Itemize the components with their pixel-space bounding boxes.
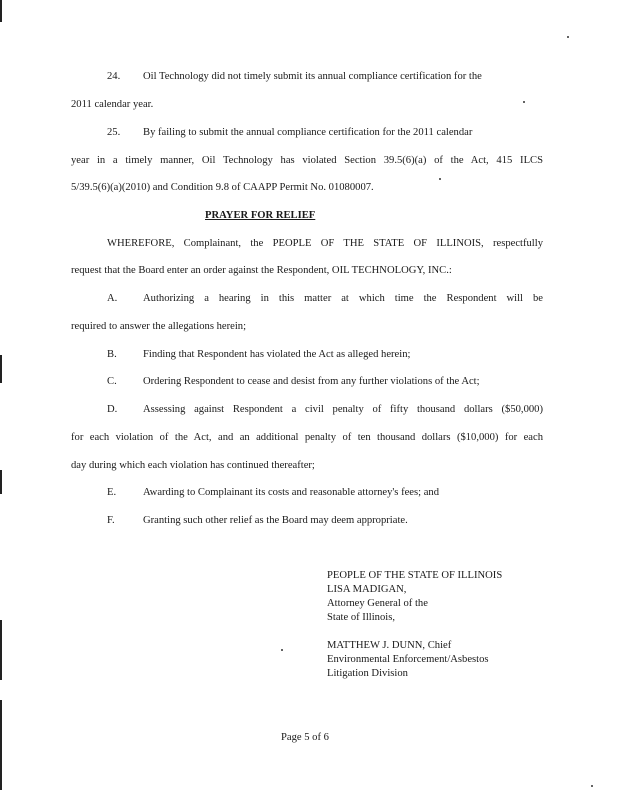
paragraph-24-number: 24. [107, 71, 121, 82]
page-number: Page 5 of 6 [281, 732, 329, 743]
item-f-line: Granting such other relief as the Board may deem appropriate. [143, 515, 408, 526]
paragraph-24-line: 2011 calendar year. [71, 99, 154, 110]
signature-line: State of Illinois, [327, 612, 395, 623]
paragraph-24-line: Oil Technology did not timely submit its annual compliance certification for the [143, 71, 482, 82]
item-d-line: for each violation of the Act, and an additional penalty of ten thousand dollars ($10,000) for each [71, 432, 543, 443]
item-b-line: Finding that Respondent has violated the Act as alleged herein; [143, 349, 411, 360]
signature-line: Attorney General of the [327, 598, 428, 609]
item-d-line: day during which each violation has continued thereafter; [71, 460, 315, 471]
item-c-line: Ordering Respondent to cease and desist from any further violations of the Act; [143, 376, 480, 387]
item-d-line: Assessing against Respondent a civil penalty of fifty thousand dollars ($50,000) [143, 404, 543, 415]
item-a-line: Authorizing a hearing in this matter at which time the Respondent will be [143, 293, 543, 304]
scan-speck [567, 36, 569, 38]
scan-edge-mark [0, 620, 2, 680]
signature-line: MATTHEW J. DUNN, Chief [327, 640, 452, 651]
wherefore-line: WHEREFORE, Complainant, the PEOPLE OF THE STATE OF ILLINOIS, respectfully [107, 238, 543, 249]
scan-speck [439, 178, 441, 180]
section-heading: PRAYER FOR RELIEF [205, 210, 316, 221]
signature-line: Environmental Enforcement/Asbestos [327, 654, 489, 665]
signature-line: PEOPLE OF THE STATE OF ILLINOIS [327, 570, 503, 581]
item-label: F. [107, 515, 115, 526]
scan-speck [523, 101, 525, 103]
scan-edge-mark [0, 700, 2, 790]
item-e-line: Awarding to Complainant its costs and reasonable attorney's fees; and [143, 487, 440, 498]
scan-edge-mark [0, 355, 2, 383]
paragraph-25-line: By failing to submit the annual compliance certification for the 2011 calendar [143, 127, 473, 138]
item-label: C. [107, 376, 117, 387]
item-label: A. [107, 293, 118, 304]
scan-speck [591, 785, 593, 787]
paragraph-25-line: year in a timely manner, Oil Technology has violated Section 39.5(6)(a) of the Act, 415 ILCS [71, 155, 543, 166]
scan-edge-mark [0, 470, 2, 494]
signature-line: Litigation Division [327, 668, 408, 679]
wherefore-line: request that the Board enter an order against the Respondent, OIL TECHNOLOGY, INC.: [71, 265, 452, 276]
scan-edge-mark [0, 0, 2, 22]
paragraph-25-line: 5/39.5(6)(a)(2010) and Condition 9.8 of CAAPP Permit No. 01080007. [71, 182, 374, 193]
item-a-line: required to answer the allegations herein; [71, 321, 247, 332]
item-label: B. [107, 349, 117, 360]
signature-line: LISA MADIGAN, [327, 584, 407, 595]
scan-speck [281, 649, 283, 651]
item-label: E. [107, 487, 117, 498]
item-label: D. [107, 404, 118, 415]
paragraph-25-number: 25. [107, 127, 121, 138]
